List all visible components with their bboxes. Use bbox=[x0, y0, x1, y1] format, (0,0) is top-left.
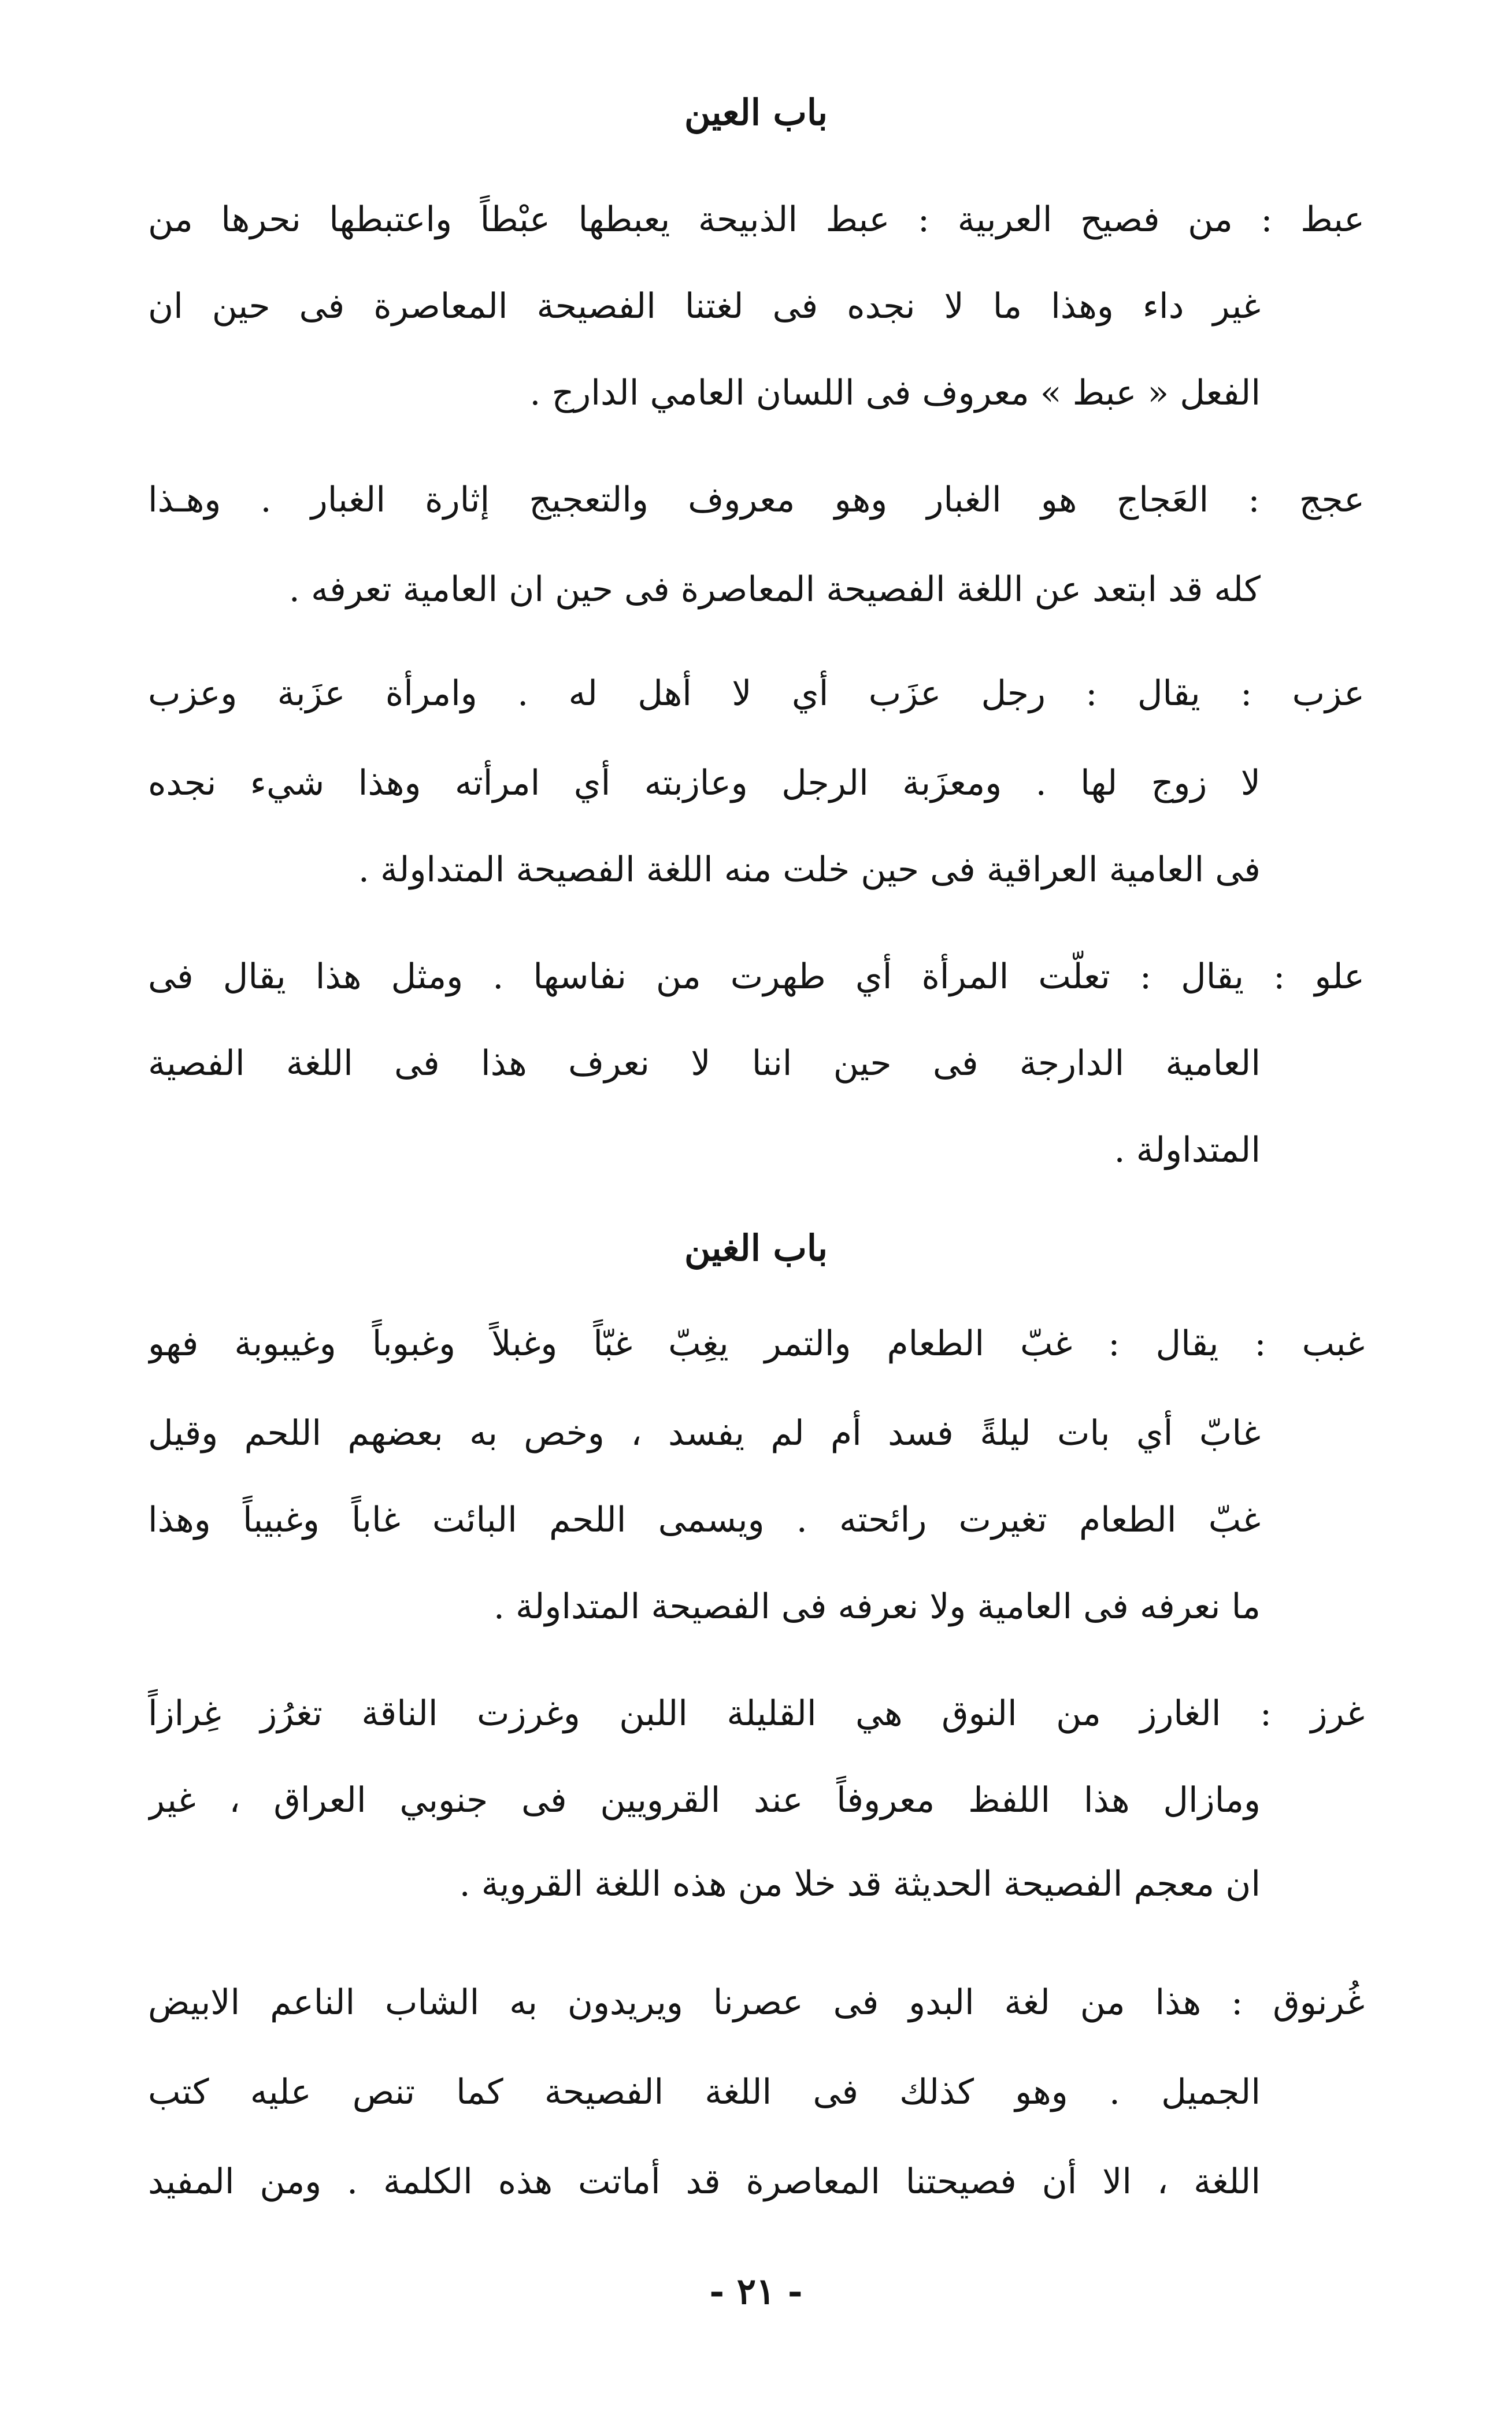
entry-line: المتداولة . bbox=[1114, 1130, 1261, 1170]
entry-line: الفعل « عبط » معروف فى اللسان العامي الدارج . bbox=[529, 373, 1261, 413]
entry-line: اللغة ، الا أن فصيحتنا المعاصرة قد أماتت هذه الكلمة . ومن المفيد bbox=[148, 2161, 1261, 2202]
entry-line: غبب : يقال : غبّ الطعام والتمر يغِبّ غبّاً وغبلاً وغبوباً وغيبوبة فهو bbox=[148, 1323, 1365, 1364]
entry-line: الجميل . وهو كذلك فى اللغة الفصيحة كما تنص عليه كتب bbox=[148, 2072, 1261, 2112]
entry-line: ان معجم الفصيحة الحديثة قد خلا من هذه اللغة القروية . bbox=[459, 1864, 1261, 1904]
entry-line: غبّ الطعام تغيرت رائحته . ويسمى اللحم البائت غاباً وغبيباً وهذا bbox=[148, 1500, 1261, 1540]
entry-line: عزب : يقال : رجل عزَب أي لا أهل له . وامرأة عزَبة وعزب bbox=[148, 673, 1365, 714]
entry-line: علو : يقال : تعلّت المرأة أي طهرت من نفاسها . ومثل هذا يقال فى bbox=[148, 956, 1365, 997]
entry-line: لا زوج لها . ومعزَبة الرجل وعازبته أي امرأته وهذا شيء نجده bbox=[148, 763, 1261, 803]
section-heading-ain: باب العين bbox=[684, 91, 828, 134]
entry-line: العامية الدارجة فى حين اننا لا نعرف هذا فى اللغة الفصية bbox=[148, 1043, 1261, 1084]
entry-line: عبط : من فصيح العربية : عبط الذبيحة يعبطها عبْطاً واعتبطها نحرها من bbox=[148, 199, 1365, 240]
entry-line: غرز : الغارز من النوق هي القليلة اللبن وغرزت الناقة تغرُز غِرازاً bbox=[148, 1693, 1365, 1734]
page-number: - ٢١ - bbox=[709, 2270, 803, 2312]
section-heading-ghain: باب الغين bbox=[684, 1227, 828, 1269]
entry-line: فى العامية العراقية فى حين خلت منه اللغة الفصيحة المتداولة . bbox=[358, 850, 1261, 890]
entry-line: ما نعرفه فى العامية ولا نعرفه فى الفصيحة المتداولة . bbox=[493, 1586, 1261, 1627]
entry-line: غابّ أي بات ليلةً فسد أم لم يفسد ، وخص به بعضهم اللحم وقيل bbox=[148, 1413, 1261, 1454]
entry-line: غُرنوق : هذا من لغة البدو فى عصرنا ويريدون به الشاب الناعم الابيض bbox=[148, 1982, 1365, 2023]
entry-line: ومازال هذا اللفظ معروفاً عند القرويين فى جنوبي العراق ، غير bbox=[148, 1780, 1261, 1821]
entry-line: غير داء وهذا ما لا نجده فى لغتنا الفصيحة المعاصرة فى حين ان bbox=[148, 286, 1261, 327]
entry-line: كله قد ابتعد عن اللغة الفصيحة المعاصرة فى حين ان العامية تعرفه . bbox=[288, 569, 1261, 610]
entry-line: عجج : العَجاج هو الغبار وهو معروف والتعجيج إثارة الغبار . وهـذا bbox=[148, 480, 1365, 520]
